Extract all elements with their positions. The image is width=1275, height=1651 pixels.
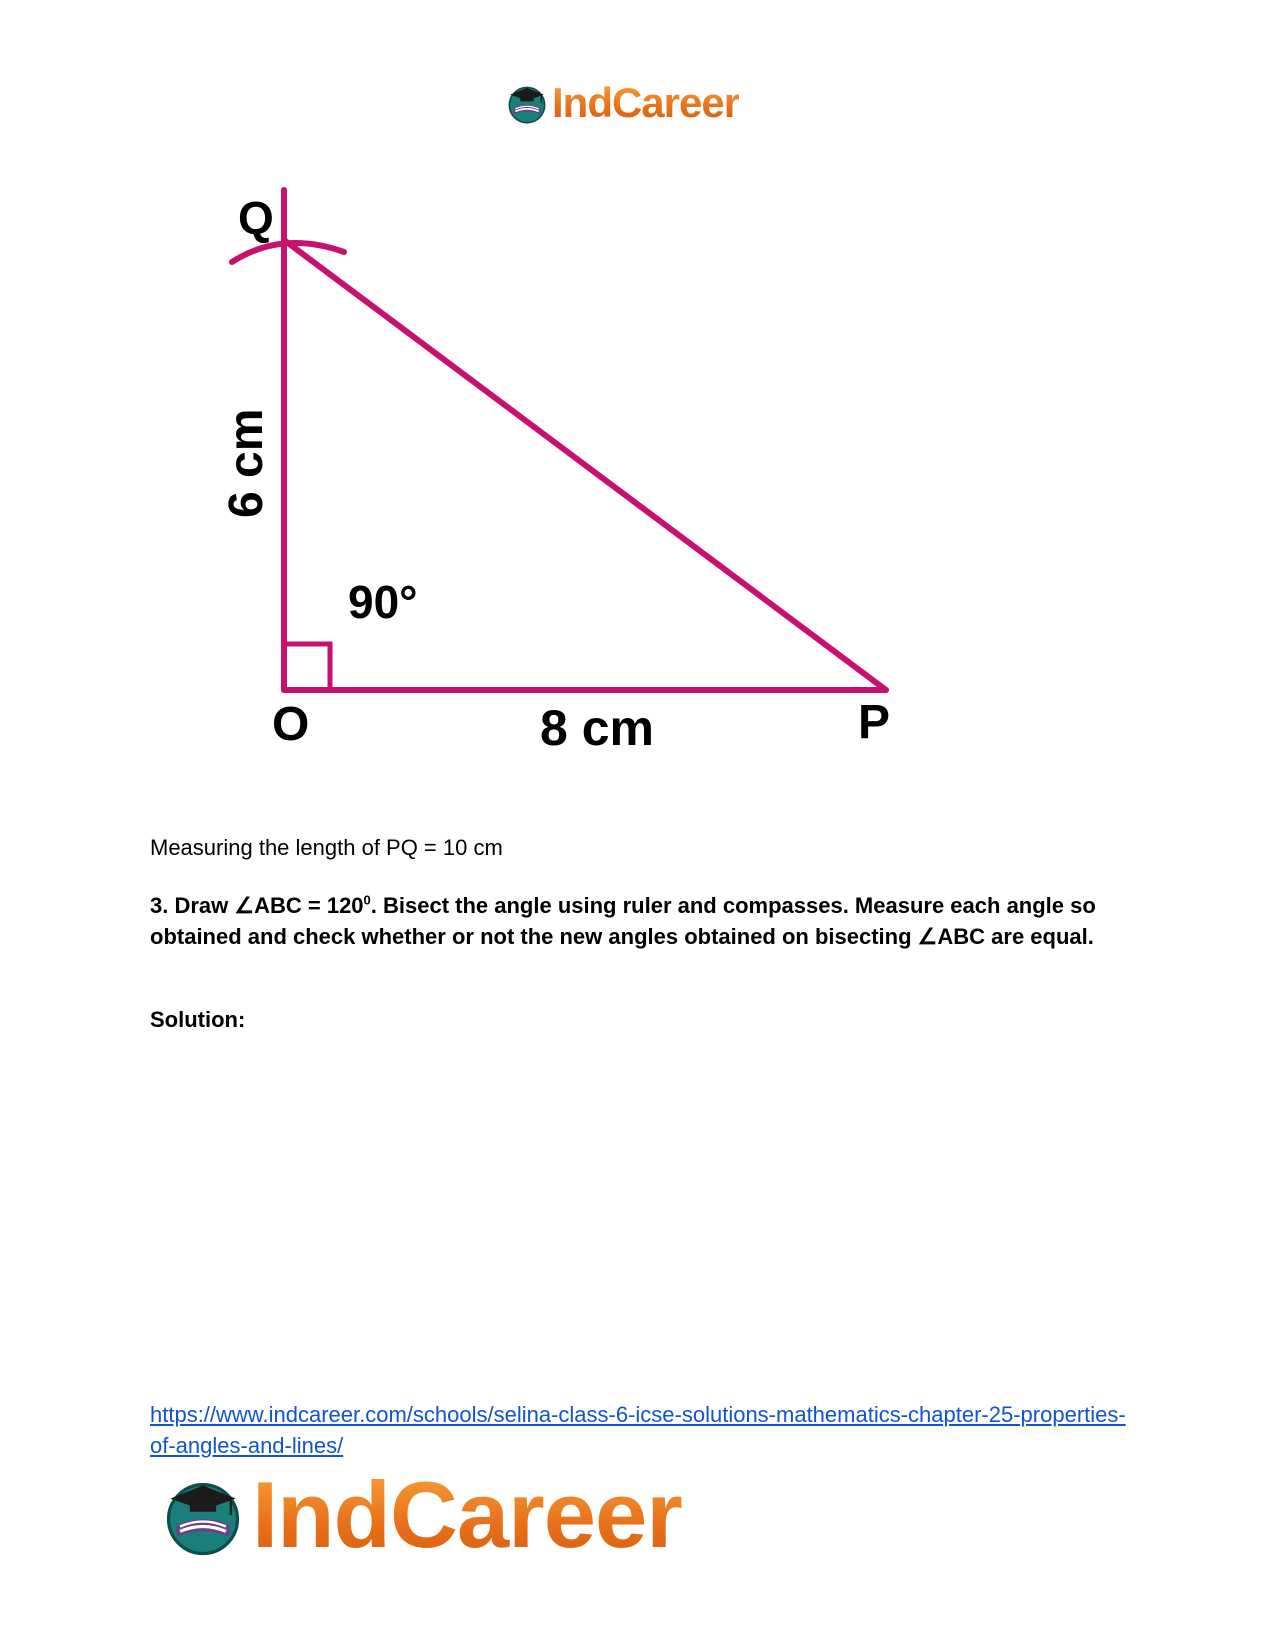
source-link[interactable]: https://www.indcareer.com/schools/selina-class-6-icse-solutions-mathematics-chapter-25-properties-of-angles-and-lines/ (150, 1402, 1126, 1458)
vertex-p-label: P (858, 696, 891, 749)
vertex-q-label: Q (238, 192, 274, 244)
question-part-1: 3. Draw ∠ABC = 120 (150, 893, 364, 918)
brand-logo-text: IndCareer (252, 1462, 682, 1567)
solution-label: Solution: (150, 1007, 246, 1032)
angle-label: 90° (348, 576, 418, 628)
question-part-2: . Bisect the angle using ruler and compasses. Measure each angle so obtained and check whether or not the new angles obtained on bisecting ∠ABC are equal. (150, 893, 1096, 949)
triangle-diagram (200, 180, 960, 800)
vertex-o-label: O (272, 698, 310, 751)
brand-logo-text: IndCareer (552, 79, 740, 126)
header-logo (506, 80, 739, 126)
measurement-text: Measuring the length of PQ = 10 cm (150, 835, 503, 860)
side-op-length-label: 8 cm (540, 700, 654, 756)
graduation-cap-book-globe-icon (162, 1474, 244, 1556)
right-triangle-figure (200, 180, 960, 800)
right-angle-marker (284, 644, 330, 690)
graduation-cap-book-globe-icon (506, 82, 548, 124)
footer-logo (162, 1462, 682, 1567)
side-oq-length-label: 6 cm (220, 408, 273, 518)
question-superscript: 0 (363, 892, 371, 908)
question-text (150, 890, 1130, 952)
